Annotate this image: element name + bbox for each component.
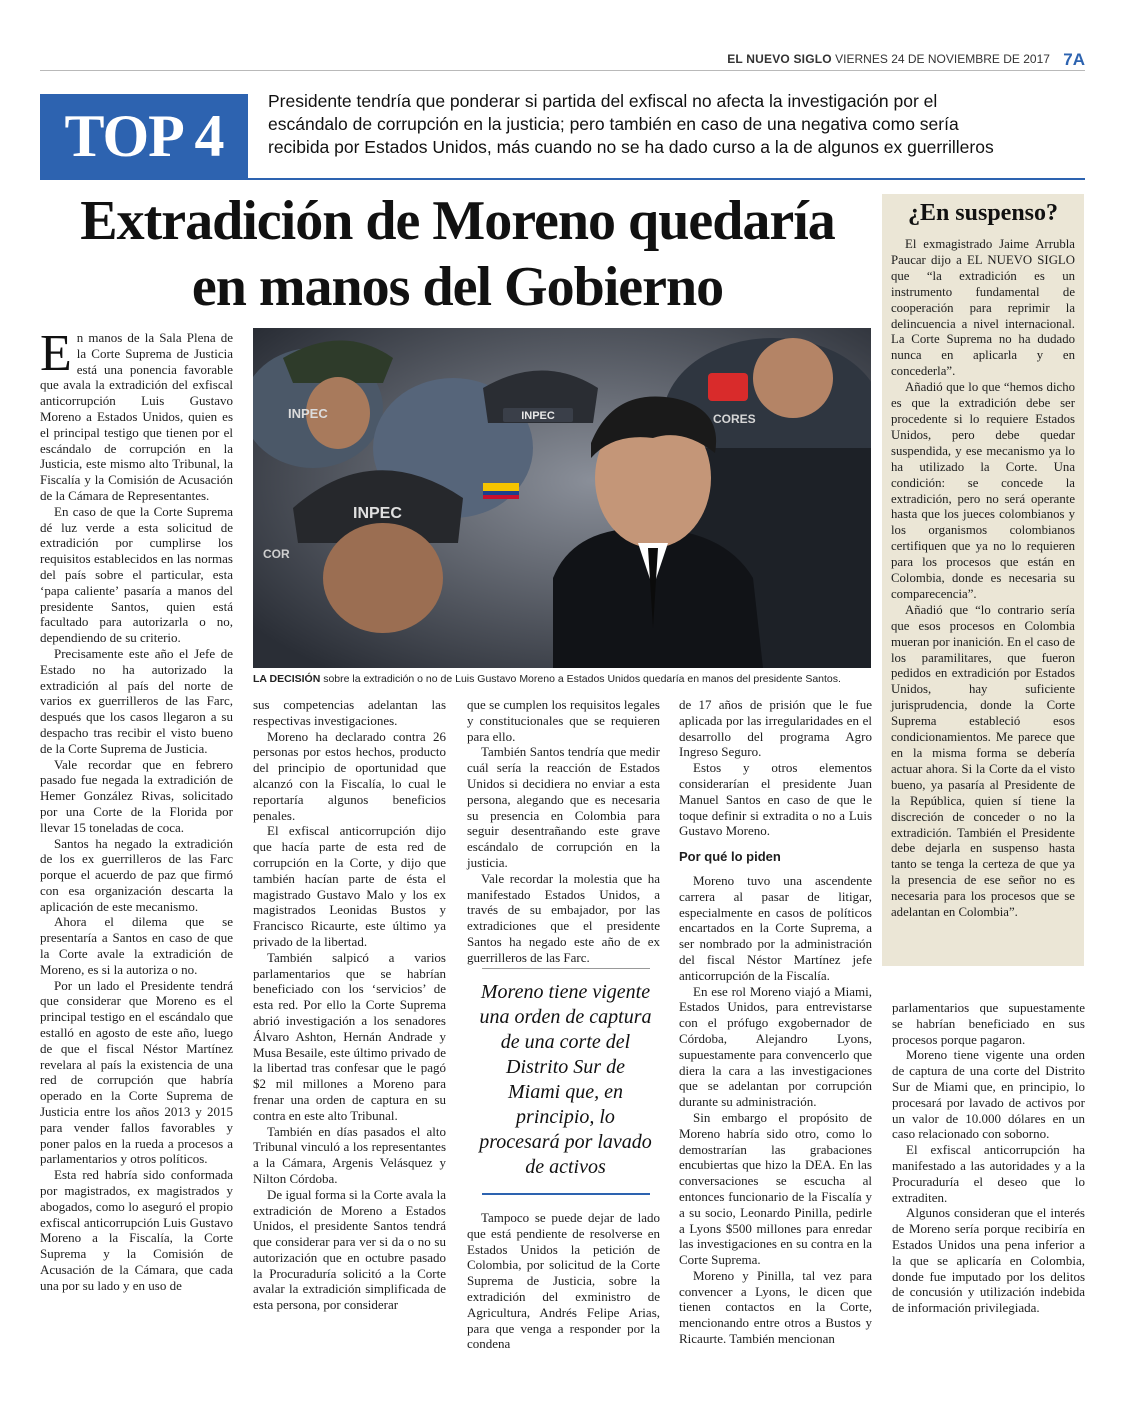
pull-quote: Moreno tiene vigente una orden de captura de una corte del Distrito Sur de Miami que, en principio, lo procesará por lavado de activos bbox=[479, 981, 652, 1178]
paragraph: sus competencias adelantan las respectivas investigaciones. bbox=[253, 697, 446, 728]
pull-quote-rule-top bbox=[482, 968, 650, 969]
paragraph: También salpicó a varios parlamentarios que se habrían beneficiado con los ‘servicios’ de esta red. Por ello la Corte Suprema abrió investigación a los senadores Álvaro Ashton, Hernán Andrade y Musa Besaile, este último privado de la libertad tras confesar que le pagó $2 mil millones a Moreno para frenar una orden de captura en su contra en este alto Tribunal. bbox=[253, 949, 446, 1123]
caption-label: LA DECISIÓN bbox=[253, 673, 321, 685]
paragraph: Santos ha negado la extradición de los ex guerrilleros de las Farc porque el acuerdo de paz que firmó con esa organización descarta la aplicación de este mecanismo. bbox=[40, 835, 233, 914]
paragraph: parlamentarios que supuestamente se habrían beneficiado en sus procesos porque pagaron. bbox=[892, 1000, 1085, 1047]
paragraph: Tampoco se puede dejar de lado que está pendiente de resolverse en Estados Unidos la petición de Colombia, por solicitud de la Corte Suprema de Justicia, sobre la extradición del exministro de Agricultura, Andrés Felipe Arias, para que venga a responder por la condena bbox=[467, 1210, 660, 1352]
top-rule bbox=[40, 70, 1085, 71]
paragraph: Sin embargo el propósito de Moreno habría sido otro, como lo demostrarían las grabaciones encubiertas que hizo la DEA. En las conversaciones se escucha al entonces funcionario de la Fiscalía y a su socio, Leonardo Pinilla, pedirle a Lyons $500 millones para enredar las investigaciones en su contra en la Corte Suprema. bbox=[679, 1109, 872, 1268]
kicker-line: Presidente tendría que ponderar si partida del exfiscal no afecta la investigación por el bbox=[268, 91, 938, 111]
paragraph: Moreno y Pinilla, tal vez para convencer a Lyons, le dicen que tienen contactos en la Corte, mencionando entre otros a Bustos y Ricaurte. También mencionan bbox=[679, 1267, 872, 1347]
photo-caption bbox=[253, 673, 871, 686]
sidebar-paragraph: Añadió que “lo contrario sería que esos procesos en Colombia mueran por inanición. En el caso de los paramilitares, que fueron pedidos en extradición por Estados Unidos, hay suficiente jurisprudencia, donde la Corte Suprema estableció esos condicionamientos. Me parece que en la misma forma se debería actuar ahora. Si la Corte da el visto bueno, ya pasaría al Presidente de la República, quien sí tiene la discreción de conceder o no la extradición. También el Presidente debe dejarla en suspenso hasta tanto se tenga la certeza de que ya la presencia de ese señor no es necesaria para los procesos que se adelantan en Colombia”. bbox=[891, 602, 1075, 920]
photo-badge: INPEC bbox=[521, 410, 555, 422]
paragraph: También en días pasados el alto Tribunal vinculó a los representantes a la Cámara, Argenis Velásquez y Nilton Córdoba. bbox=[253, 1123, 446, 1186]
paragraph: Vale recordar que en febrero pasado fue negada la extradición de Hemer González Rivas, solicitado por una Corte de la Florida por llevar 15 toneladas de coca. bbox=[40, 756, 233, 835]
drop-cap: E bbox=[40, 325, 72, 382]
subhead: Por qué lo piden bbox=[679, 849, 781, 865]
newspaper-name: EL NUEVO SIGLO bbox=[727, 52, 832, 66]
section-tag: TOP 4 bbox=[40, 94, 248, 178]
paragraph: Algunos consideran que el interés de Moreno sería porque recibiría en Estados Unidos una pena inferior a la que se aplicaría en Colombia, donde fue imputado por los delitos de concusión y utilización indebida de información privilegiada. bbox=[892, 1205, 1085, 1316]
paragraph: de 17 años de prisión que le fue aplicada por las irregularidades en el desarrollo del programa Agro Ingreso Seguro. bbox=[679, 697, 872, 760]
news-photo bbox=[253, 328, 871, 668]
kicker-rule bbox=[40, 178, 1085, 180]
sidebar-paragraph: El exmagistrado Jaime Arrubla Paucar dijo a EL NUEVO SIGLO que “la extradición es un instrumento fundamental de cooperación para reprimir la delincuencia a nivel internacional. La Corte Suprema no ha dudado nunca en aplicarla y en concederla”. bbox=[891, 237, 1075, 379]
page-number: 7A bbox=[1063, 50, 1085, 69]
paragraph: El exfiscal anticorrupción dijo que hacía parte de esta red de corrupción en la Corte, y dijo que también hacían parte de ésta el magistrado Gustavo Malo y los ex magistrados Leonidas Bustos y Francisco Ricaurte, este último ya privado de la libertad. bbox=[253, 823, 446, 949]
photo-badge: CORES bbox=[713, 412, 756, 426]
paragraph: Moreno ha declarado contra 26 personas por estos hechos, producto del principio de oportunidad que alcanzó con la Fiscalía, lo cual le reportaría algunos beneficios penales. bbox=[253, 728, 446, 823]
paragraph: En caso de que la Corte Suprema dé luz verde a esta solicitud de extradición por cumplirse los requisitos establecidos en las normas del país sobre el particular, esta ‘papa caliente’ pasaría a manos del presidente Santos, quien está facultado para autorizarla o no, dependiendo de su criterio. bbox=[40, 503, 233, 646]
headline bbox=[40, 188, 875, 320]
article-column-2 bbox=[253, 697, 446, 1313]
article-column-3-bottom bbox=[467, 1210, 660, 1352]
photo-badge: INPEC bbox=[288, 406, 328, 421]
article-column-1 bbox=[40, 325, 233, 1294]
caption-text: sobre la extradición o no de Luis Gustavo Moreno a Estados Unidos quedaría en manos del presidente Santos. bbox=[320, 673, 841, 685]
paragraph: Precisamente este año el Jefe de Estado no ha autorizado la extradición al país del norte de varios ex guerrilleros de las Farc, después que los casos llegaron a su despacho tras recibir el visto bueno de la Corte Suprema de Justicia. bbox=[40, 645, 233, 756]
pull-quote-rule bbox=[482, 1193, 650, 1195]
paragraph: Moreno tuvo una ascendente carrera al pasar de litigar, especialmente en casos de políticos encartados en la Corte Suprema, a ser nombrado por la administración del fiscal Néstor Martínez jefe anticorrupción de la Fiscalía. bbox=[679, 872, 872, 983]
page-folio bbox=[727, 50, 1085, 70]
article-column-5 bbox=[892, 1000, 1085, 1316]
photo-illustration bbox=[253, 328, 871, 668]
article-column-3 bbox=[467, 697, 660, 966]
paragraph: Estos y otros elementos considerarían el presidente Juan Manuel Santos en caso de que le toque definir si extradita o no a Luis Gustavo Moreno. bbox=[679, 760, 872, 839]
kicker-line: recibida por Estados Unidos, más cuando no se ha dado curso a la de algunos ex guerrilleros bbox=[268, 137, 994, 157]
photo-badge: INPEC bbox=[353, 505, 402, 522]
sidebar-box bbox=[882, 194, 1084, 966]
kicker-line: escándalo de corrupción en la justicia; pero también en caso de una negativa como sería bbox=[268, 114, 959, 134]
photo-badge: COR bbox=[263, 547, 290, 561]
sidebar-paragraph: Añadió que lo que “hemos dicho es que la extradición debe ser procedente si lo requiere Estados Unidos, pero debe quedar suspendida, y ese mecanismo ya lo ha utilizado la Corte. Una condición: se concede la extradición, pero no será operante hasta que los jueces colombianos y los organismos colombianos certifiquen que ya no lo requieren para los procesos que están en Colombia, donde es necesaria su comparecencia”. bbox=[891, 380, 1075, 601]
paragraph: que se cumplen los requisitos legales y constitucionales que se requieren para ello. bbox=[467, 697, 660, 744]
paragraph: En ese rol Moreno viajó a Miami, Estados Unidos, para entrevistarse con el prófugo exgobernador de Córdoba, Alejandro Lyons, supuestamente para convencerlo que diera la cara a las investigaciones que se adelantan por corrupción durante su administración. bbox=[679, 983, 872, 1110]
kicker bbox=[268, 90, 1088, 159]
headline-line: Extradición de Moreno quedaría bbox=[80, 190, 835, 252]
paragraph: De igual forma si la Corte avala la extradición de Moreno a Estados Unidos, el presidente Santos tendrá que considerar para ver si da o no su autorización que en octubre pasado la Procuraduría solicitó a la Corte avalar la extradición simplificada de esta persona, por considerar bbox=[253, 1186, 446, 1313]
paragraph: Ahora el dilema que se presentaría a Santos en caso de que la Corte avale la extradición de Moreno, es si la autoriza o no. bbox=[40, 914, 233, 977]
paragraph: El exfiscal anticorrupción ha manifestado a las autoridades y a la Procuraduría el deseo que lo extraditen. bbox=[892, 1142, 1085, 1205]
issue-date: VIERNES 24 DE NOVIEMBRE DE 2017 bbox=[835, 52, 1050, 66]
paragraph: Esta red habría sido conformada por magistrados, ex magistrados y abogados, como lo aseguró el propio exfiscal anticorrupción Luis Gustavo Moreno a la Fiscalía, la Corte Suprema y la Comisión de Acusación de la Cámara, que cada una por su lado y en uso de bbox=[40, 1167, 233, 1293]
paragraph: Moreno tiene vigente una orden de captura de una corte del Distrito Sur de Miami que, en principio, lo procesará por lavado de activos por un valor de 10.000 dólares en un caso relacionado con soborno. bbox=[892, 1047, 1085, 1142]
paragraph: También Santos tendría que medir cuál sería la reacción de Estados Unidos si decidiera no enviar a esta persona, alegando que es necesaria su presencia en Colombia para seguir desentrañando este grave escándalo de corrupción en la justicia. bbox=[467, 744, 660, 870]
headline-line: en manos del Gobierno bbox=[191, 256, 724, 318]
lead-paragraph: En manos de la Sala Plena de la Corte Suprema de Justicia está una ponencia favorable que avala la extradición del exfiscal anticorrupción Luis Gustavo Moreno a Estados Unidos, quien es el principal testigo que tienen por el escándalo de corrupción en la Justicia, este mismo alto Tribunal, la Fiscalía y la Comisión de Acusación de la Cámara de Representantes. bbox=[40, 325, 233, 503]
paragraph: Vale recordar la molestia que ha manifestado Estados Unidos, a través de su embajador, por las extradiciones que el presidente Santos ha negado este año de ex guerrilleros de las Farc. bbox=[467, 870, 660, 965]
sidebar-title: ¿En suspenso? bbox=[907, 200, 1059, 226]
article-column-4 bbox=[679, 697, 872, 1347]
sidebar-text bbox=[891, 237, 1075, 921]
paragraph: Por un lado el Presidente tendrá que considerar que Moreno es el principal testigo en el escándalo que estalló en agosto de este año, luego de que el fiscal Néstor Martínez revelara al país la existencia de una red de corrupción que habría operado en la Corte Suprema de Justicia entre los años 2013 y 2015 para vender fallos favorables y poner palos en la rueda a procesos a parlamentarios y otros políticos. bbox=[40, 977, 233, 1167]
